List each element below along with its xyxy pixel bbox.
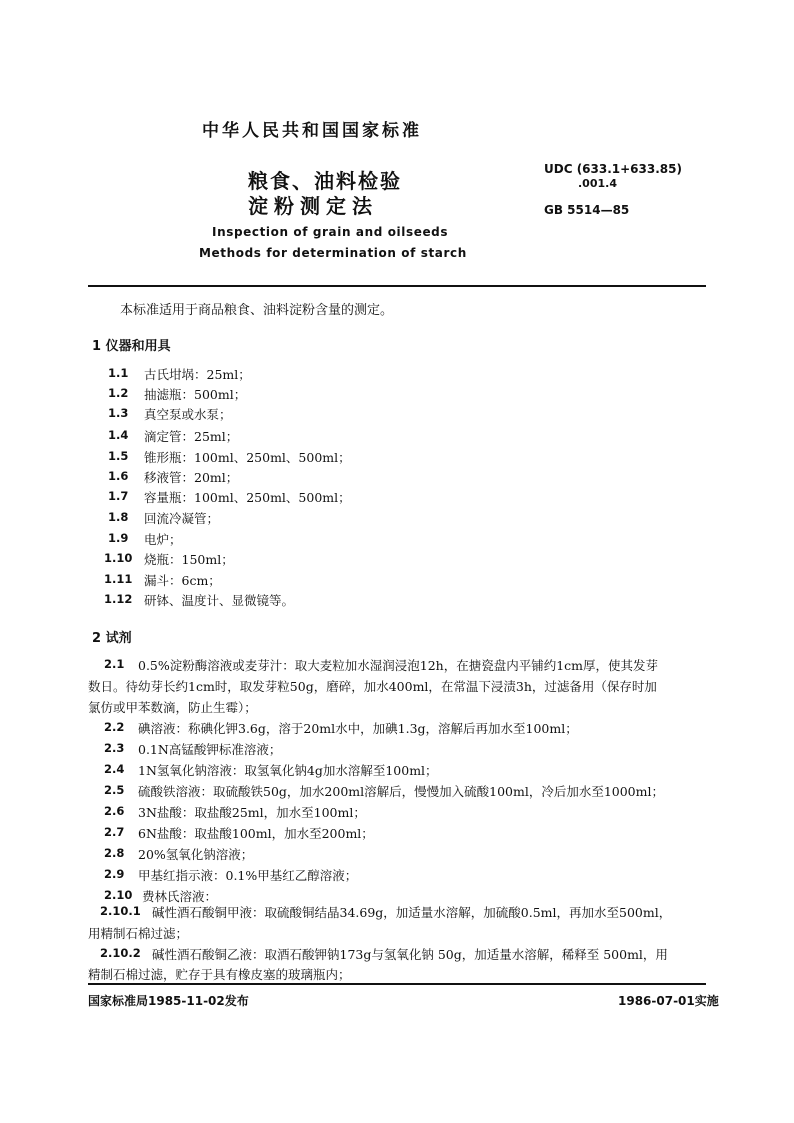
item-text: 3N盐酸：取盐酸25ml，加水至100ml； <box>138 805 366 820</box>
item-number: 2.2 <box>104 720 125 734</box>
item-number: 2.10.1 <box>100 904 141 918</box>
item-number: 2.10.2 <box>100 946 141 960</box>
item-text: 回流冷凝管； <box>144 511 220 526</box>
item-number: 1.4 <box>108 428 129 442</box>
item-number: 1.12 <box>104 592 133 606</box>
item-text-line: 碱性酒石酸铜乙液：取酒石酸钾钠173g与氢氧化钠 50g，加适量水溶解，稀释至 500ml，用 <box>152 947 668 962</box>
section-1-heading: 1 仪器和用具 <box>92 339 171 354</box>
item-text-line: 精制石棉过滤，贮存于具有橡皮塞的玻璃瓶内； <box>88 967 351 982</box>
item-number: 1.1 <box>108 366 129 380</box>
english-title-line-2: Methods for determination of starch <box>199 246 467 260</box>
item-text: 真空泵或水泵； <box>144 407 232 422</box>
title-line-1: 粮食、油料检验 <box>248 169 402 193</box>
item-text: 抽滤瓶：500ml； <box>144 387 247 402</box>
item-text: 甲基红指示液：0.1%甲基红乙醇溶液； <box>138 868 358 883</box>
english-title-line-1: Inspection of grain and oilseeds <box>212 225 449 239</box>
item-text: 锥形瓶：100ml、250ml、500ml； <box>144 450 351 465</box>
item-text: 0.1N高锰酸钾标准溶液； <box>138 742 282 757</box>
item-text: 电炉； <box>144 532 182 547</box>
item-text: 1N氢氧化钠溶液：取氢氧化钠4g加水溶解至100ml； <box>138 763 438 778</box>
item-text-line: 数日。待幼芽长约1cm时，取发芽粒50g，磨碎，加水400ml，在常温下浸渍3h，过滤备用（保存时加 <box>88 679 657 694</box>
item-text-line: 0.5%淀粉酶溶液或麦芽汁：取大麦粒加水湿润浸泡12h，在搪瓷盘内平铺约1cm厚，使其发芽 <box>138 658 659 673</box>
item-number: 1.7 <box>108 489 129 503</box>
item-text-line: 碱性酒石酸铜甲液：取硫酸铜结晶34.69g，加适量水溶解，加硫酸0.5ml，再加水至500ml， <box>152 905 672 920</box>
item-number: 1.2 <box>108 386 129 400</box>
item-number: 2.5 <box>104 783 125 797</box>
item-number: 1.3 <box>108 406 129 420</box>
item-text: 滴定管：25ml； <box>144 429 239 444</box>
item-number: 1.9 <box>108 531 129 545</box>
item-text: 20%氢氧化钠溶液； <box>138 847 254 862</box>
item-number: 2.7 <box>104 825 125 839</box>
item-text: 漏斗：6cm； <box>144 573 221 588</box>
item-number: 2.3 <box>104 741 125 755</box>
item-number: 1.5 <box>108 449 129 463</box>
bottom-divider <box>88 983 706 985</box>
item-number: 2.10 <box>104 888 133 902</box>
title-line-2: 淀粉测定法 <box>248 194 378 218</box>
item-text: 烧瓶：150ml； <box>144 552 234 567</box>
item-number: 1.6 <box>108 469 129 483</box>
item-number: 2.8 <box>104 846 125 860</box>
item-text: 移液管：20ml； <box>144 470 239 485</box>
item-text: 古氏坩埚：25ml； <box>144 367 251 382</box>
udc-code-line-2: .001.4 <box>578 177 617 190</box>
item-text: 硫酸铁溶液：取硫酸铁50g，加水200ml溶解后，慢慢加入硫酸100ml，冷后加水至1000ml； <box>138 784 664 799</box>
item-text: 6N盐酸：取盐酸100ml，加水至200ml； <box>138 826 374 841</box>
item-text: 研钵、温度计、显微镜等。 <box>144 593 295 608</box>
item-text: 碘溶液：称碘化钾3.6g，溶于20ml水中，加碘1.3g，溶解后再加水至100ml； <box>138 721 578 736</box>
item-number: 2.4 <box>104 762 125 776</box>
item-number: 2.6 <box>104 804 125 818</box>
item-number: 1.10 <box>104 551 133 565</box>
scope-statement: 本标准适用于商品粮食、油料淀粉含量的测定。 <box>120 303 394 318</box>
item-number: 2.1 <box>104 657 125 671</box>
top-divider <box>88 285 706 287</box>
issue-date: 国家标准局1985-11-02发布 <box>88 994 249 1008</box>
item-text-line: 用精制石棉过滤； <box>88 926 189 941</box>
effective-date: 1986-07-01实施 <box>618 994 719 1008</box>
section-2-heading: 2 试剂 <box>92 631 132 646</box>
gb-number: GB 5514—85 <box>544 203 630 217</box>
national-standard-label: 中华人民共和国国家标准 <box>202 121 422 141</box>
item-number: 1.8 <box>108 510 129 524</box>
item-text: 容量瓶：100ml、250ml、500ml； <box>144 490 351 505</box>
item-number: 2.9 <box>104 867 125 881</box>
item-number: 1.11 <box>104 572 133 586</box>
item-text: 费林氏溶液： <box>142 889 218 904</box>
udc-code-line-1: UDC (633.1+633.85) <box>544 162 682 176</box>
item-text-line: 氯仿或甲苯数滴，防止生霉）； <box>88 700 257 715</box>
